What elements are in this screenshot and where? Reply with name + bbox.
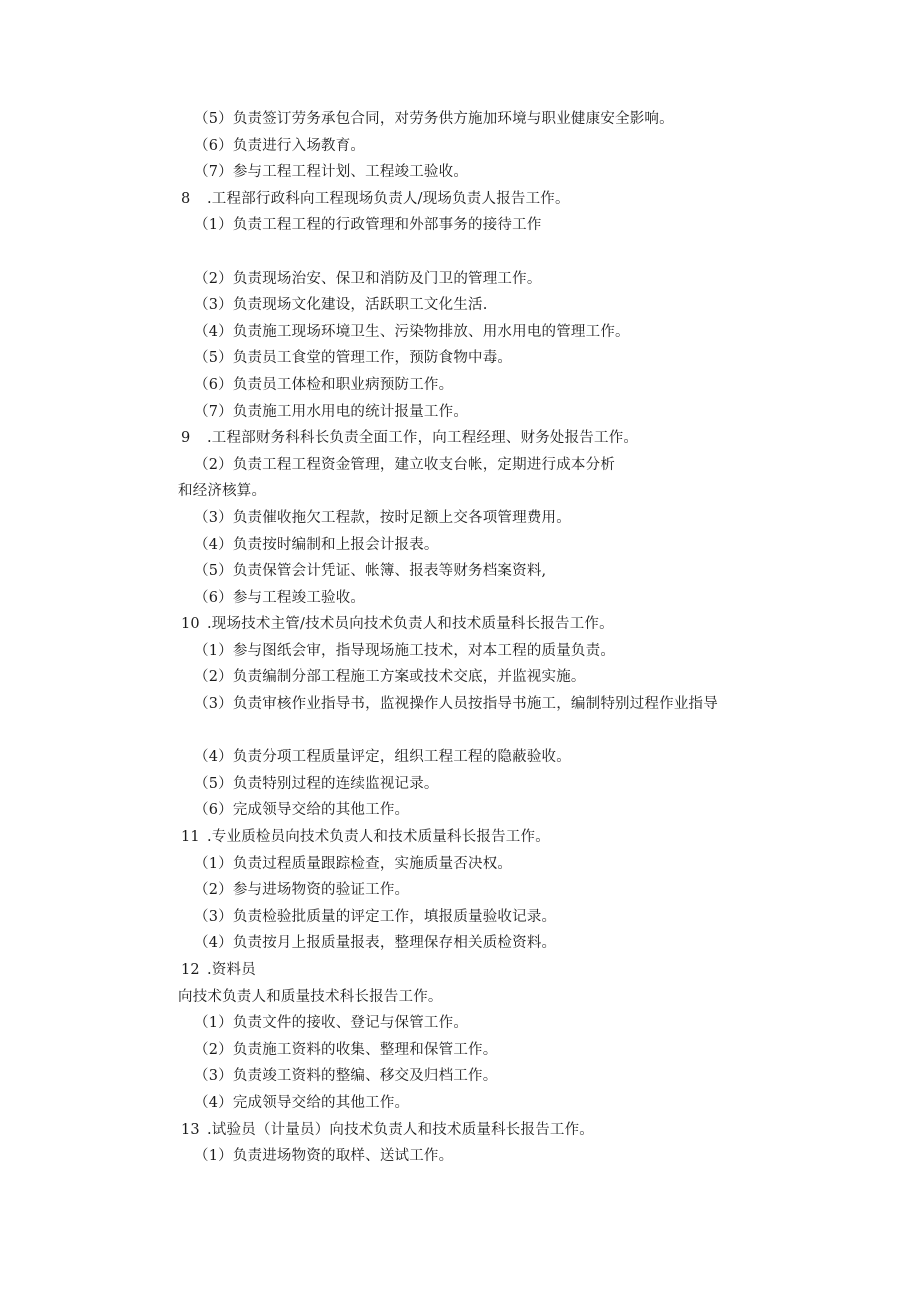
blank-line bbox=[178, 718, 778, 745]
document-body bbox=[178, 106, 778, 1170]
section-title: .专业质检员向技术负责人和技术质量科长报告工作。 bbox=[207, 829, 550, 846]
section-title: .资料员 bbox=[207, 962, 256, 978]
list-item: （1）参与图纸会审，指导现场施工技术，对本工程的质量负责。 bbox=[194, 642, 616, 659]
section-number: 11 bbox=[181, 829, 200, 846]
list-item: （4）完成领导交给的其他工作。 bbox=[194, 1094, 410, 1111]
section-title: .工程部行政科向工程现场负责人/现场负责人报告工作。 bbox=[207, 190, 570, 207]
list-item: （6）参与工程竣工验收。 bbox=[194, 589, 366, 606]
list-item: （6）完成领导交给的其他工作。 bbox=[194, 802, 410, 819]
list-item: （5）负责保管会计凭证、帐簿、报表等财务档案资料, bbox=[194, 563, 547, 580]
list-item: （4）负责按时编制和上报会计报表。 bbox=[194, 536, 439, 553]
list-item: （5）负责签订劳务承包合同，对劳务供方施加环境与职业健康安全影响。 bbox=[194, 111, 674, 127]
list-item: （5）负责特别过程的连续监视记录。 bbox=[194, 775, 439, 792]
section-title: .试验员（计量员）向技术负责人和技术质量科长报告工作。 bbox=[207, 1121, 595, 1138]
list-item: （7）参与工程工程计划、工程竣工验收。 bbox=[194, 164, 469, 181]
section-heading bbox=[178, 186, 778, 213]
list-item: （1）负责进场物资的取样、送试工作。 bbox=[194, 1148, 454, 1165]
list-item: （2）负责编制分部工程施工方案或技术交底，并监视实施。 bbox=[194, 669, 586, 686]
section-number: 13 bbox=[181, 1121, 200, 1138]
list-item: （1）负责文件的接收、登记与保管工作。 bbox=[194, 1015, 469, 1032]
list-item: （4）负责按月上报质量报表，整理保存相关质检资料。 bbox=[194, 935, 557, 952]
section-number: 10 bbox=[181, 616, 200, 633]
list-item: （3）负责检验批质量的评定工作，填报质量验收记录。 bbox=[194, 908, 557, 925]
list-item: （2）负责工程工程资金管理，建立收支台帐，定期进行成本分析 bbox=[194, 456, 616, 473]
list-item: （3）负责审核作业指导书，监视操作人员按指导书施工，编制特别过程作业指导 bbox=[194, 696, 718, 713]
list-item: （6）负责进行入场教育。 bbox=[194, 137, 366, 154]
list-item: （4）负责施工现场环境卫生、污染物排放、用水用电的管理工作。 bbox=[194, 323, 630, 340]
list-item: （5）负责员工食堂的管理工作，预防食物中毒。 bbox=[194, 350, 513, 367]
section-title: .现场技术主管/技术员向技术负责人和技术质量科长报告工作。 bbox=[207, 616, 614, 633]
section-number: 9 bbox=[181, 430, 191, 447]
list-item: （2）负责施工资料的收集、整理和保管工作。 bbox=[194, 1041, 498, 1058]
list-item-continuation: 和经济核算。 bbox=[178, 483, 267, 500]
section-heading bbox=[178, 611, 778, 638]
list-item: （1）负责过程质量跟踪检查，实施质量否决权。 bbox=[194, 855, 513, 872]
section-heading bbox=[178, 1117, 778, 1144]
section-heading bbox=[178, 425, 778, 452]
section-heading bbox=[178, 957, 778, 984]
section-number: 8 bbox=[181, 190, 191, 207]
list-item: （3）负责催收拖欠工程款，按时足额上交各项管理费用。 bbox=[194, 509, 571, 526]
list-item-continuation: 向技术负责人和质量技术科长报告工作。 bbox=[178, 988, 443, 1005]
list-item: （6）负责员工体检和职业病预防工作。 bbox=[194, 376, 454, 393]
list-item: （4）负责分项工程质量评定，组织工程工程的隐蔽验收。 bbox=[194, 749, 571, 766]
section-number: 12 bbox=[181, 962, 200, 978]
list-item: （3）负责竣工资料的整编、移交及归档工作。 bbox=[194, 1068, 498, 1085]
section-heading bbox=[178, 824, 778, 851]
list-item: （7）负责施工用水用电的统计报量工作。 bbox=[194, 403, 469, 420]
list-item: （1）负责工程工程的行政管理和外部事务的接待工作 bbox=[194, 217, 542, 234]
list-item: （3）负责现场文化建设，活跃职工文化生活. bbox=[194, 297, 488, 314]
list-item: （2）负责现场治安、保卫和消防及门卫的管理工作。 bbox=[194, 270, 542, 287]
section-title: .工程部财务科科长负责全面工作，向工程经理、财务处报告工作。 bbox=[207, 430, 639, 447]
blank-line bbox=[178, 239, 778, 266]
list-item: （2）参与进场物资的验证工作。 bbox=[194, 882, 410, 899]
